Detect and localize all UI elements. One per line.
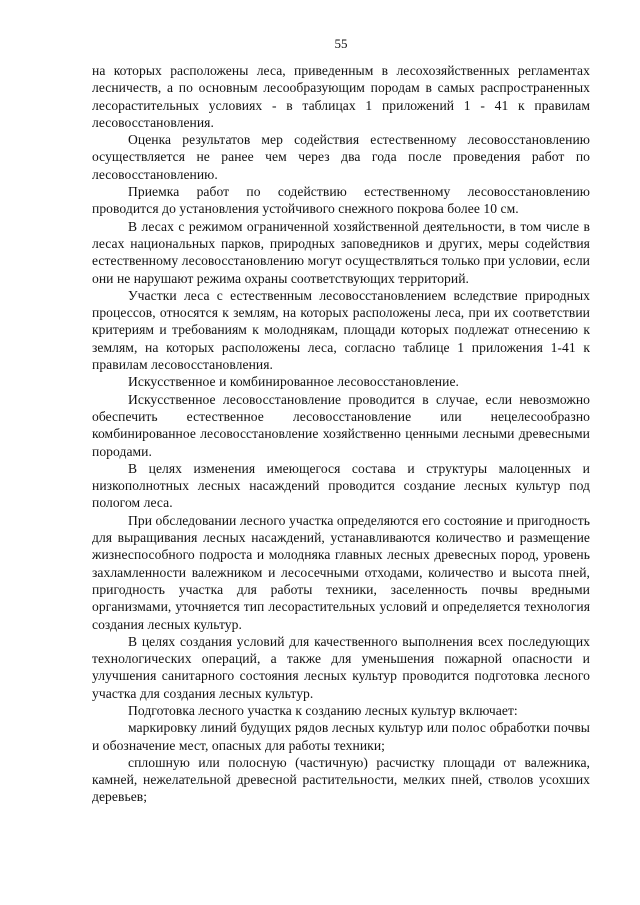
paragraph: При обследовании лесного участка определяются его состояние и пригодность для выращивания лесных насаждений, устанавливаются количество и размещение жизнеспособного подроста и молодняка главных лесных древесных пород, уровень захламленности валежником и лесосечными отходами, количество и высота пней, пригодность участка для работы техники, заселенность почвы вредными организмами, уточняется тип лесорастительных условий и определяется технология создания лесных культур. [92,512,590,632]
paragraph: Подготовка лесного участка к созданию лесных культур включает: [128,702,518,718]
paragraph: Оценка результатов мер содействия естественному лесовосстановлению осуществляется не ранее чем через два года после проведения работ по лесовосстановлению. [92,132,590,182]
paragraph: Участки леса с естественным лесовосстановлением вследствие природных процессов, относятся к землям, на которых расположены леса, при их соответствии критериям и требованиям к молоднякам, площади которых подлежат отнесению к землям, на которых расположены леса, согласно таблице 1 приложения 1-41 к правилам лесовосстановления. [92,287,590,373]
paragraph: В лесах с режимом ограниченной хозяйственной деятельности, в том числе в лесах национальных парков, природных заповедников и других, меры содействия естественному лесовосстановлению могут осуществляться только при условии, если они не нарушают режима охраны соответствующих территорий. [92,218,590,286]
paragraph: Искусственное лесовосстановление проводится в случае, если невозможно обеспечить естественное лесовосстановление или нецелесообразно комбинированное лесовосстановление хозяйственно ценными лесными древесными породами. [92,391,590,459]
paragraph: В целях изменения имеющегося состава и структуры малоценных и низкополнотных лесных насаждений проводится создание лесных культур под пологом леса. [92,460,590,511]
list-item: сплошную или полосную (частичную) расчистку площади от валежника, камней, нежелательной древесной растительности, мелких пней, стволов усохших деревьев; [92,754,590,805]
list-item: маркировку линий будущих рядов лесных культур или полос обработки почвы и обозначение мест, опасных для работы техники; [92,720,590,753]
paragraph: Приемка работ по содействию естественному лесовосстановлению проводится до установления устойчивого снежного покрова более 10 см. [92,184,590,217]
section-heading: Искусственное и комбинированное лесовосстановление. [128,374,459,390]
document-page [92,36,590,806]
paragraph: В целях создания условий для качественного выполнения всех последующих технологических операций, а также для уменьшения пожарной опасности и улучшения санитарного состояния лесных культур проводится подготовка лесного участка для создания лесных культур. [92,633,590,701]
page-number: 55 [334,36,348,51]
paragraph: на которых расположены леса, приведенным в лесохозяйственных регламентах лесничеств, а по основным лесообразующим породам в самых распространенных лесорастительных условиях - в таблицах 1 приложений 1 - 41 к правилам лесовосстановления. [92,63,590,130]
